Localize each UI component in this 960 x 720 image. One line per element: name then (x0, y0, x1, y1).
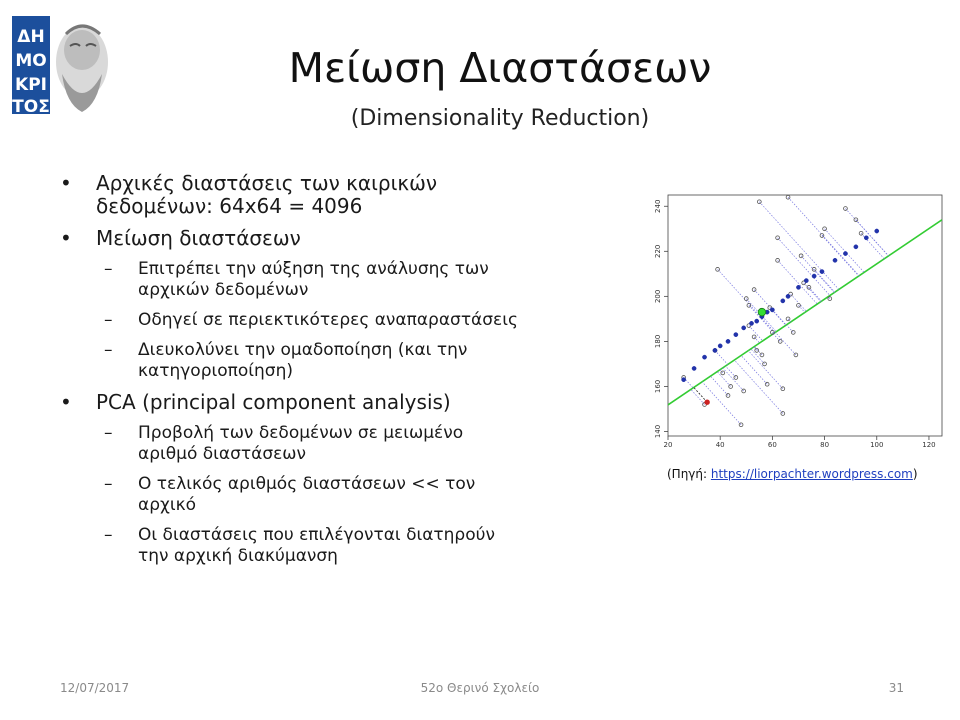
slide-title: Μείωση Διαστάσεων (288, 44, 712, 92)
outlier-point (705, 400, 709, 404)
sub-bullet-text: Επιτρέπει την αύξηση της ανάλυσης των αρχικών δεδομένων (138, 259, 489, 300)
x-tick-label: 80 (820, 441, 830, 448)
projected-point (804, 278, 808, 282)
projected-point (749, 321, 753, 325)
dash-icon: – (104, 474, 113, 494)
slide-subtitle: (Dimensionality Reduction) (350, 106, 650, 131)
projected-point (692, 366, 696, 370)
mean-point (758, 308, 766, 316)
page-number: 31 (888, 681, 904, 695)
bullet-dot-icon: • (60, 390, 72, 414)
demokritos-logo (10, 12, 114, 118)
dash-icon: – (104, 525, 113, 545)
dash-icon: – (104, 423, 113, 443)
dash-icon: – (104, 259, 113, 279)
bullet-dot-icon: • (60, 171, 72, 195)
bullet-text: Μείωση διαστάσεων (96, 226, 301, 250)
x-tick-label: 60 (767, 441, 777, 448)
sub-bullet-text: Οδηγεί σε περιεκτικότερες αναπαραστάσεις (138, 310, 518, 330)
footer-date: 12/07/2017 (60, 681, 130, 695)
bullet-item (60, 172, 630, 218)
y-tick-label: 180 (654, 334, 662, 349)
projected-point (726, 339, 730, 343)
sub-bullet-item (60, 340, 630, 382)
svg-text:ΜΟ: ΜΟ (15, 51, 47, 71)
plot-frame (668, 195, 942, 436)
projected-point (796, 285, 800, 289)
sub-bullet-text: Ο τελικός αριθμός διαστάσεων << τον αρχικό (138, 474, 476, 515)
x-tick-label: 40 (715, 441, 725, 448)
projected-point (786, 294, 790, 298)
bullet-item (60, 227, 630, 250)
projected-point (682, 378, 686, 382)
sub-bullet-text: Διευκολύνει την ομαδοποίηση (και την κατηγοριοποίηση) (138, 340, 468, 381)
x-tick-label: 100 (870, 441, 884, 448)
y-tick-label: 200 (654, 289, 662, 304)
bullet-text: PCA (principal component analysis) (96, 390, 451, 414)
y-tick-label: 240 (654, 199, 662, 213)
projected-point (820, 269, 824, 273)
y-tick-label: 140 (654, 424, 662, 439)
projected-point (718, 344, 722, 348)
projected-point (854, 245, 858, 249)
sub-bullet-item (60, 310, 630, 331)
projected-point (833, 258, 837, 262)
projected-point (781, 299, 785, 303)
source-link[interactable]: https://liorpachter.wordpress.com (710, 467, 913, 481)
projected-point (755, 319, 759, 323)
dash-icon: – (104, 340, 113, 360)
svg-text:ΔΗ: ΔΗ (17, 27, 45, 47)
bullet-dot-icon: • (60, 226, 72, 250)
svg-text:ΤΟΣ: ΤΟΣ (12, 97, 50, 117)
pca-scatter-plot (640, 190, 950, 448)
projected-point (875, 229, 879, 233)
bullet-text: Αρχικές διαστάσεις των καιρικών δεδομένων: 64x64 = 4096 (96, 171, 438, 218)
dash-icon: – (104, 310, 113, 330)
sub-bullet-item (60, 525, 630, 567)
bullet-item (60, 391, 630, 414)
x-tick-label: 120 (922, 441, 936, 448)
projected-point (864, 236, 868, 240)
sub-bullet-item (60, 423, 630, 465)
projected-point (843, 251, 847, 255)
svg-text:ΚΡΙ: ΚΡΙ (15, 75, 47, 95)
source-caption (667, 467, 918, 481)
sub-bullet-text: Προβολή των δεδομένων σε μειωμένο αριθμό διαστάσεων (138, 423, 464, 464)
sub-bullet-item (60, 259, 630, 301)
sub-bullet-item (60, 474, 630, 516)
projected-point (713, 348, 717, 352)
projected-point (770, 308, 774, 312)
projected-point (702, 355, 706, 359)
footer-event: 52ο Θερινό Σχολείο (420, 681, 540, 695)
bullet-list (60, 172, 630, 576)
projected-point (812, 274, 816, 278)
y-tick-label: 220 (654, 244, 662, 258)
y-tick-label: 160 (654, 379, 662, 394)
source-suffix: ) (912, 467, 918, 481)
projected-point (742, 326, 746, 330)
source-prefix: (Πηγή: (667, 467, 711, 481)
sub-bullet-text: Οι διαστάσεις που επιλέγονται διατηρούν την αρχική διακύμανση (138, 525, 495, 566)
x-tick-label: 20 (663, 441, 673, 448)
projected-point (734, 333, 738, 337)
